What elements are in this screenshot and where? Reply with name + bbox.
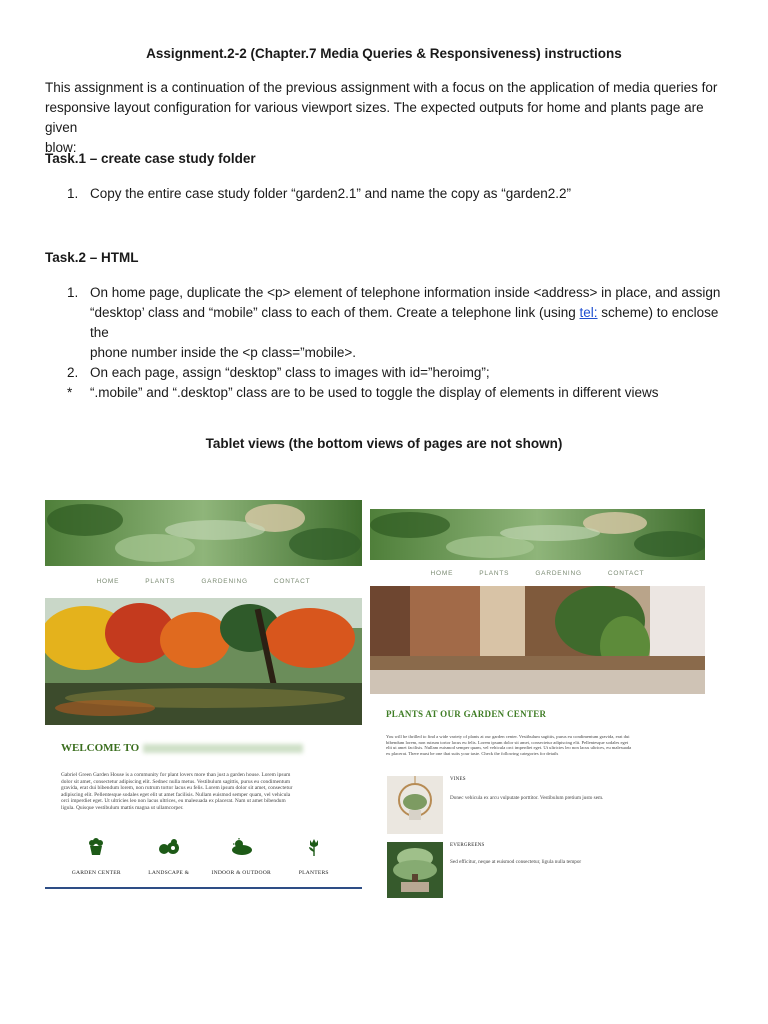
text-line: Gabriel Green Garden House is a community for plant lovers more than just a garden house. Lorem ipsum (61, 772, 291, 778)
text-line: dolor sit amet, consectetur adipiscing elit. Sednec nulla metus. Vestibulum sagittis, purus eu condimentum (61, 778, 291, 785)
note-text: “.mobile” and “.desktop” class are to be used to toggle the display of elements in different views (90, 385, 659, 400)
tel-link[interactable]: tel: (579, 305, 598, 320)
item-text: Copy the entire case study folder “garden2.1” and name the copy as “garden2.2” (90, 186, 572, 201)
text-line: gravida, erat dui bibendum lorem, non rutrum tortor lacus eu felis. Lorem ipsum dolor sit amet, consectetur (61, 785, 293, 792)
evergreens-image (387, 842, 443, 898)
item-text: “desktop’ class and “mobile” class to each of them. Create a telephone link (using (90, 305, 580, 320)
feature-label: GARDEN CENTER (71, 870, 121, 876)
item-line: phone number inside the <p class=”mobile>. (90, 345, 357, 360)
nav-item[interactable]: HOME (96, 578, 120, 585)
text-line: orci imperdiet eget. Ut ultricies leo non lacus ultrices, eu malesuada ex placerat. Nam ut amet bibendum (61, 798, 286, 805)
intro-paragraph (45, 78, 725, 158)
intro-line: responsive layout configuration for various viewport sizes. The expected outputs for home and plants page are given (45, 100, 704, 135)
bullet-star: * (67, 385, 73, 400)
item-number: 1. (67, 186, 79, 201)
nav-item[interactable]: CONTACT (607, 570, 645, 577)
welcome-text: WELCOME TO (61, 742, 140, 754)
intro-line: blow: (45, 140, 77, 155)
plants-page-screenshot (370, 509, 705, 901)
leaf-banner-image (370, 509, 705, 560)
intro-line: This assignment is a continuation of the previous assignment with a focus on the application of media queries for (45, 80, 718, 95)
feature-garden-center[interactable] (60, 838, 133, 876)
item-text: On each page, assign “desktop” class to images with id=”heroimg”; (90, 365, 490, 380)
text-line: You will be thrilled to find a wide variety of plants at our garden center. Vestibulum sagittis, purus eu condimentum gravida, erat dui (386, 734, 630, 739)
task2-heading: Task.2 – HTML (45, 250, 139, 265)
welcome-heading (61, 742, 303, 754)
footer-divider (45, 887, 362, 889)
leaf-banner-image (45, 500, 362, 566)
home-nav (45, 578, 362, 585)
category-label: EVERGREENS (450, 843, 485, 848)
nav-item[interactable]: PLANTS (145, 578, 176, 585)
tulip-icon (307, 838, 321, 856)
item-line (90, 303, 725, 343)
nav-item[interactable]: CONTACT (273, 578, 311, 585)
item-number: 2. (67, 365, 79, 380)
feature-landscape[interactable] (133, 838, 206, 876)
task2-item (45, 283, 725, 363)
nav-item[interactable]: HOME (430, 570, 454, 577)
plants-heading: PLANTS AT OUR GARDEN CENTER (386, 709, 547, 719)
task1-item (45, 184, 725, 204)
nav-item[interactable]: GARDENING (535, 570, 582, 577)
plants-nav (370, 570, 705, 577)
home-page-screenshot (45, 500, 362, 892)
cloud-sun-icon (229, 838, 253, 856)
text-line: bibendum lorem, non rutrum tortor lacus eu felis. Lorem ipsum dolor sit amet, consectetur adipiscing elit. Pellentesque sodales eget (386, 739, 629, 745)
category-text: Sed efficitur, neque at euismod consectetur, ligula nulla tempor (450, 859, 582, 865)
task1-list (45, 184, 725, 204)
task1-heading: Task.1 – create case study folder (45, 151, 256, 166)
text-line: adipiscing elit. Pellentesque sodales eget elit ut amet facilisis. Nullam euismod semper quam, vel vehicula (61, 791, 291, 798)
text-line: elit ut amet facilisis. Nullam euismod semper quam, vel vehicula orci imperdiet eget. Ut ultricies leo non lacus ultrices, eu malesuada (386, 745, 632, 751)
nav-item[interactable]: GARDENING (201, 578, 248, 585)
text-line: ex placerat. There must be one that suits your taste. Check the following categories for details (386, 750, 559, 756)
feature-planters[interactable] (278, 838, 351, 876)
category-text: Donec vehicula ex arcu vulputate porttitor. Vestibulum pretium justo sem. (450, 795, 604, 801)
landscape-icon (158, 838, 180, 856)
task2-item (45, 363, 725, 383)
autumn-garden-hero-image (45, 598, 362, 725)
nav-item[interactable]: PLANTS (479, 570, 510, 577)
plants-intro-text (386, 734, 696, 756)
home-intro-text (61, 772, 351, 812)
item-text: scheme) to enclose the (90, 305, 719, 340)
blurred-name (143, 744, 303, 753)
plant-pot-icon (87, 838, 105, 856)
feature-indoor-outdoor[interactable] (205, 838, 278, 876)
feature-label: PLANTERS (298, 870, 329, 876)
feature-label: INDOOR & OUTDOOR (211, 870, 271, 876)
tablet-views-heading: Tablet views (the bottom views of pages are not shown) (205, 436, 563, 451)
text-line: ligula. Quisque vestibulum mattis magna ut ullamcorper. (61, 804, 184, 811)
feature-label: LANDSCAPE & (148, 870, 190, 876)
category-label: VINES (450, 777, 466, 782)
item-number: 1. (67, 285, 79, 300)
vines-image (387, 776, 443, 834)
feature-icons (60, 838, 350, 876)
item-line: On home page, duplicate the <p> element of telephone information inside <address> in place, and assign (90, 285, 721, 300)
task2-list (45, 283, 725, 383)
planter-wall-hero-image (370, 586, 705, 694)
document-title: Assignment.2-2 (Chapter.7 Media Queries & Responsiveness) instructions (146, 46, 622, 61)
